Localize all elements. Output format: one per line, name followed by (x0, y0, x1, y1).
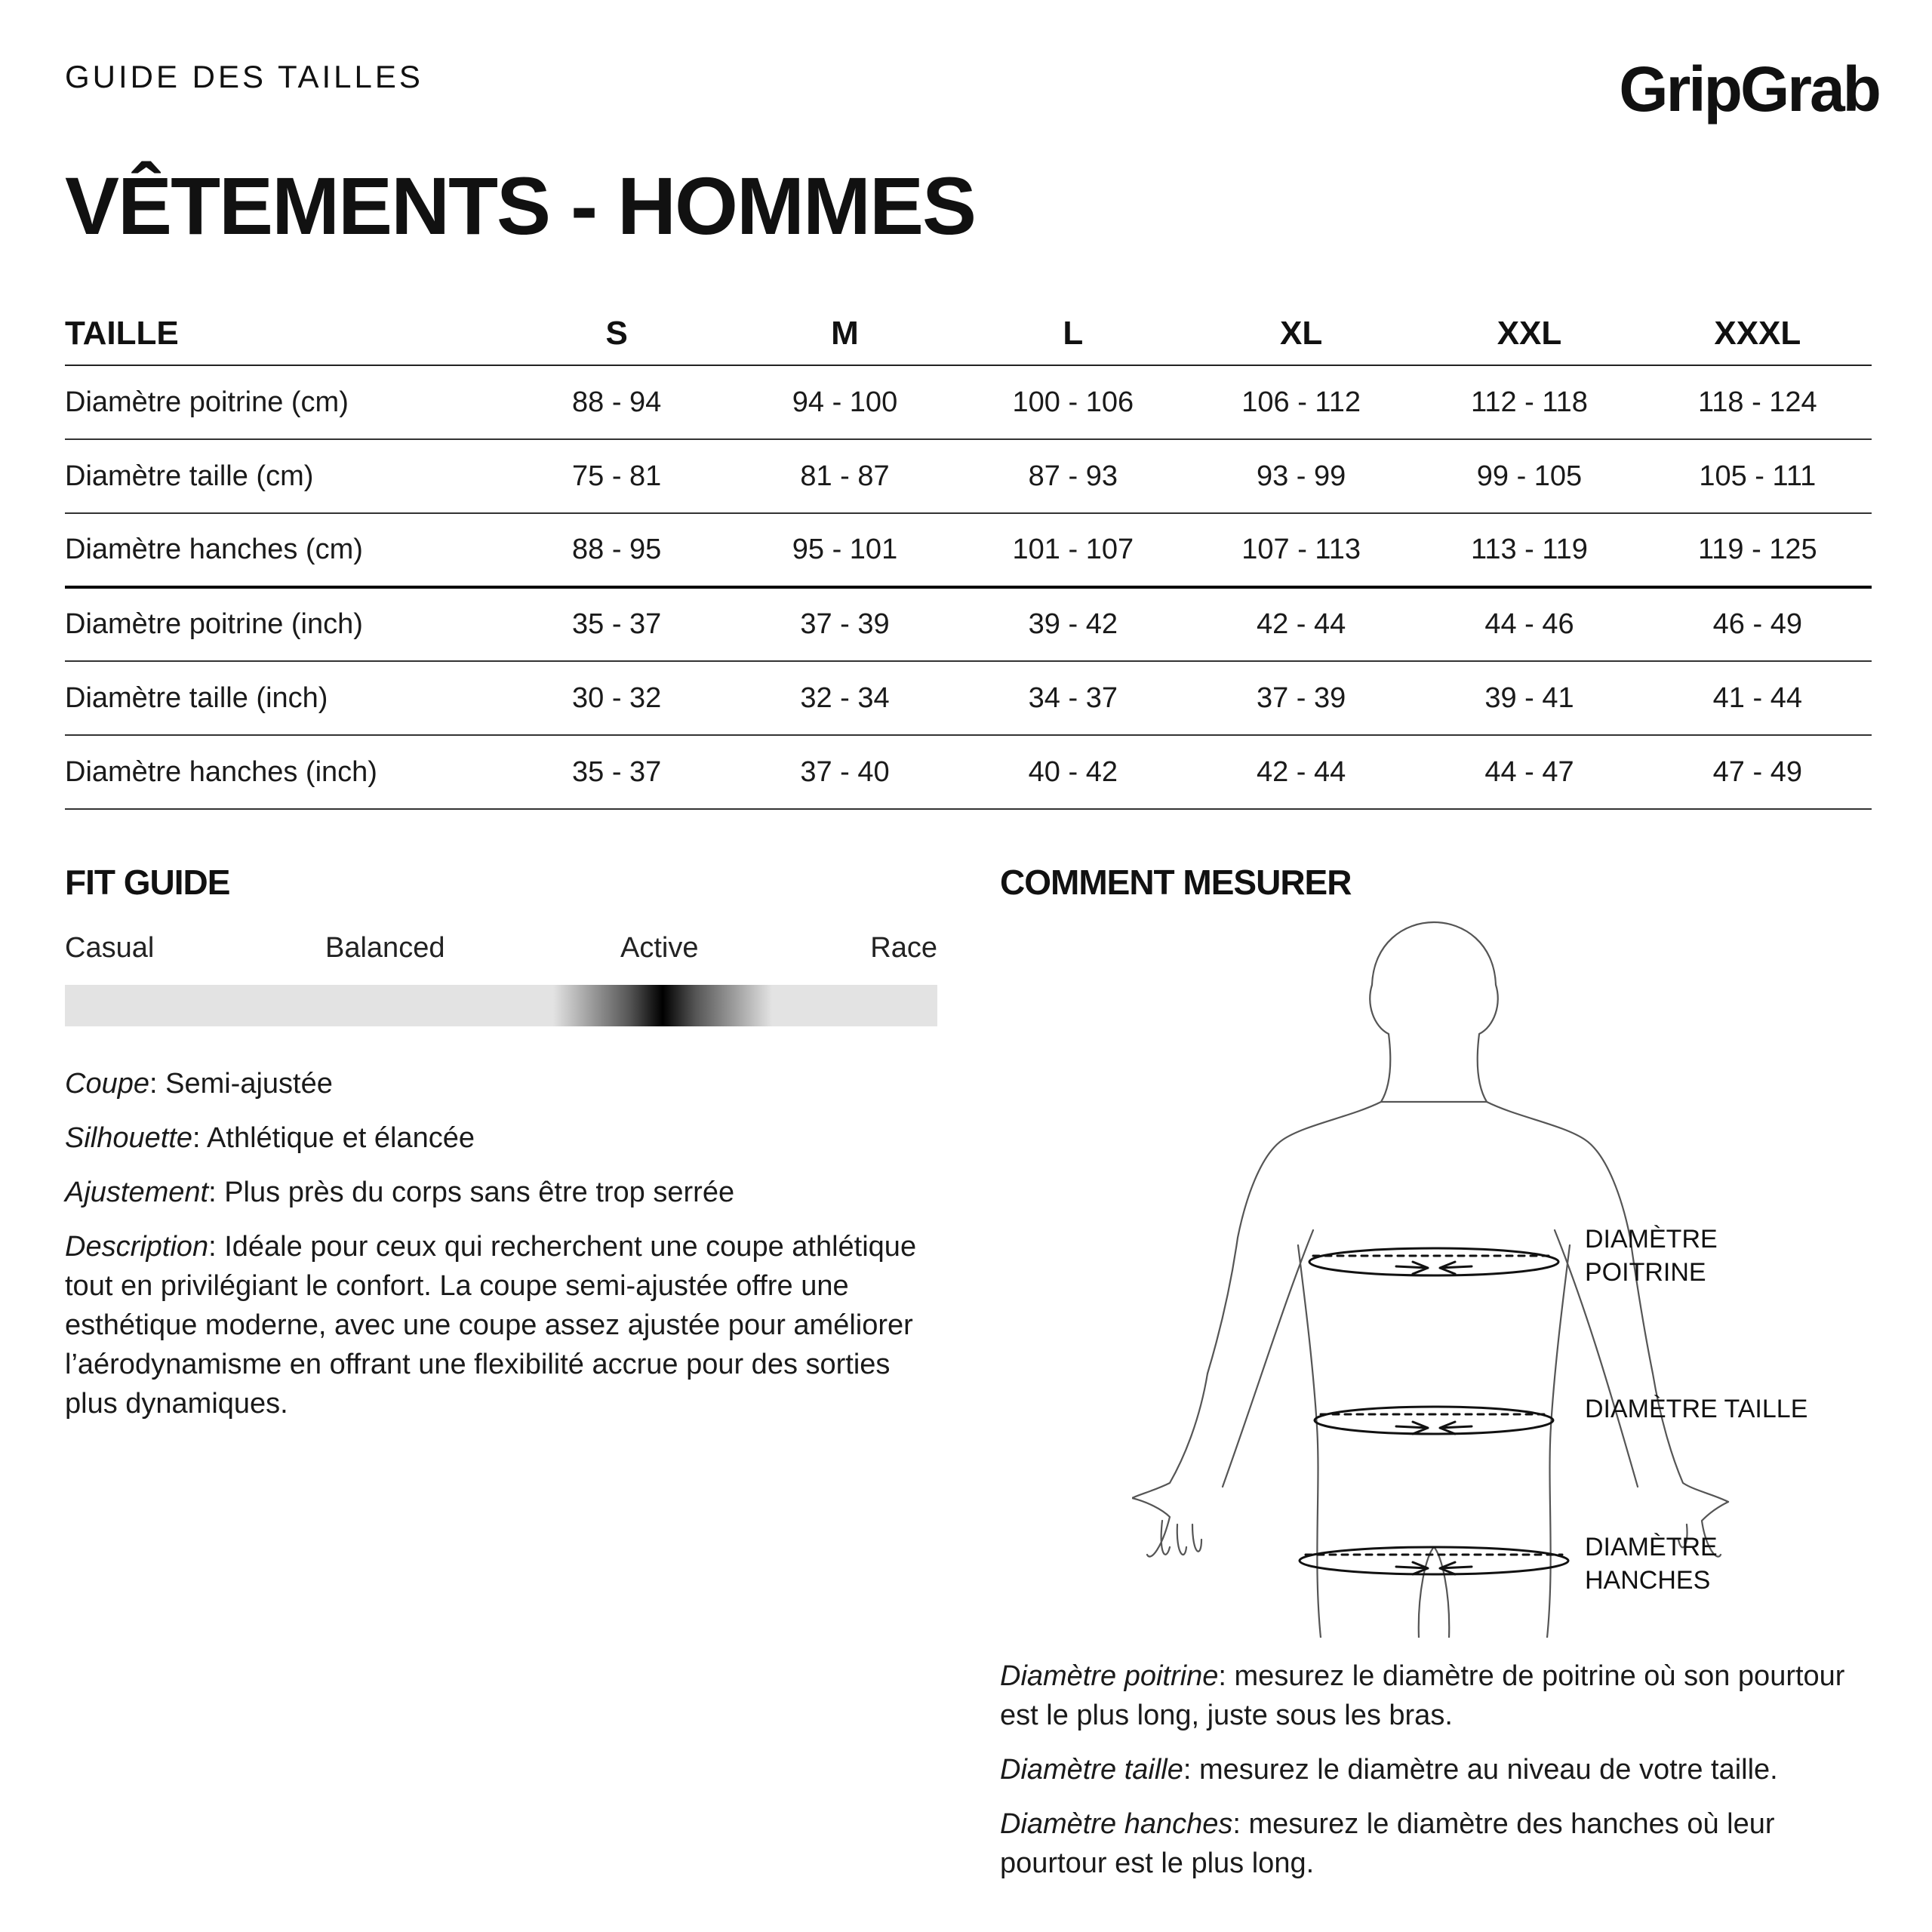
table-cell: 42 - 44 (1187, 587, 1415, 661)
table-cell: 87 - 93 (959, 439, 1187, 513)
label-hips (1585, 1531, 1718, 1597)
table-cell: 93 - 99 (1187, 439, 1415, 513)
measure-detail-waist (1000, 1750, 1875, 1789)
body-left-side (1298, 1245, 1321, 1638)
chest-arrow-right (1440, 1262, 1472, 1274)
row-label: Diamètre poitrine (inch) (65, 587, 503, 661)
table-cell: 47 - 49 (1644, 735, 1872, 809)
measure-term: Diamètre taille (1000, 1754, 1183, 1786)
torso-outline-right (1487, 1102, 1728, 1502)
chest-measure-loop (1309, 1248, 1558, 1275)
table-header-row (65, 302, 1872, 365)
how-to-measure-title: COMMENT MESURER (1000, 863, 1352, 902)
row-label: Diamètre taille (cm) (65, 439, 503, 513)
table-cell: 113 - 119 (1415, 513, 1643, 587)
table-cell: 112 - 118 (1415, 365, 1643, 439)
fit-detail-ajustement (65, 1173, 948, 1212)
table-cell: 119 - 125 (1644, 513, 1872, 587)
table-row (65, 513, 1872, 587)
waist-arrow-right (1440, 1422, 1472, 1434)
row-label: Diamètre hanches (inch) (65, 735, 503, 809)
table-cell: 88 - 95 (503, 513, 731, 587)
row-label: Diamètre hanches (cm) (65, 513, 503, 587)
row-label: Diamètre poitrine (cm) (65, 365, 503, 439)
measure-desc: : mesurez le diamètre au niveau de votre taille. (1183, 1754, 1778, 1786)
table-cell: 46 - 49 (1644, 587, 1872, 661)
fit-scale-label-active: Active (620, 932, 699, 964)
column-header-label: TAILLE (65, 302, 503, 365)
label-waist-text: DIAMÈTRE TAILLE (1585, 1395, 1808, 1423)
table-cell: 44 - 46 (1415, 587, 1643, 661)
fit-term: Ajustement (65, 1177, 209, 1208)
hips-arrow-left (1396, 1562, 1428, 1574)
fit-scale-label-balanced: Balanced (325, 932, 445, 964)
column-header-size: S (503, 302, 731, 365)
table-cell: 100 - 106 (959, 365, 1187, 439)
table-cell: 81 - 87 (731, 439, 958, 513)
measure-term: Diamètre poitrine (1000, 1660, 1219, 1692)
fit-scale (65, 932, 937, 970)
column-header-size: XXL (1415, 302, 1643, 365)
brand-logo: GripGrab (1619, 54, 1879, 125)
table-row (65, 365, 1872, 439)
table-cell: 95 - 101 (731, 513, 958, 587)
chest-arrow-left (1396, 1262, 1428, 1274)
table-row (65, 587, 1872, 661)
fit-desc: : Plus près du corps sans être trop serrée (208, 1177, 735, 1208)
hips-measure-loop (1300, 1547, 1568, 1574)
table-cell: 35 - 37 (503, 587, 731, 661)
row-label: Diamètre taille (inch) (65, 661, 503, 735)
table-row (65, 439, 1872, 513)
table-cell: 41 - 44 (1644, 661, 1872, 735)
measure-detail-hips (1000, 1804, 1875, 1883)
measure-desc: : mesurez le diamètre des hanches où leur pourtour est le plus long. (1000, 1808, 1775, 1879)
label-hips-line1: DIAMÈTRE (1585, 1533, 1718, 1561)
table-cell: 44 - 47 (1415, 735, 1643, 809)
table-cell: 88 - 94 (503, 365, 731, 439)
arm-left-inner (1223, 1230, 1313, 1487)
table-cell: 99 - 105 (1415, 439, 1643, 513)
fit-level-bar (65, 985, 937, 1026)
table-cell: 35 - 37 (503, 735, 731, 809)
label-chest (1585, 1223, 1718, 1289)
table-cell: 75 - 81 (503, 439, 731, 513)
fit-detail-silhouette (65, 1118, 948, 1158)
fit-desc: : Athlétique et élancée (192, 1122, 475, 1154)
torso-outline (1132, 1102, 1381, 1498)
table-cell: 30 - 32 (503, 661, 731, 735)
table-cell: 94 - 100 (731, 365, 958, 439)
table-cell: 39 - 41 (1415, 661, 1643, 735)
table-cell: 37 - 39 (1187, 661, 1415, 735)
hips-arrow-right (1440, 1562, 1472, 1574)
fit-detail-description (65, 1227, 948, 1423)
fit-guide-details (65, 1064, 948, 1438)
crotch-outline (1419, 1547, 1449, 1638)
fit-scale-label-casual: Casual (65, 932, 155, 964)
label-waist (1585, 1392, 1807, 1426)
label-chest-line2: POITRINE (1585, 1258, 1706, 1287)
page-title: VÊTEMENTS - HOMMES (65, 160, 976, 251)
fit-guide-title: FIT GUIDE (65, 863, 230, 902)
table-cell: 37 - 39 (731, 587, 958, 661)
table-cell: 42 - 44 (1187, 735, 1415, 809)
table-cell: 34 - 37 (959, 661, 1187, 735)
column-header-size: M (731, 302, 958, 365)
column-header-size: XXXL (1644, 302, 1872, 365)
table-cell: 101 - 107 (959, 513, 1187, 587)
waist-arrow-left (1396, 1422, 1428, 1434)
table-cell: 40 - 42 (959, 735, 1187, 809)
fit-desc: : Semi-ajustée (149, 1068, 333, 1100)
waist-measure-loop (1315, 1407, 1553, 1434)
measure-term: Diamètre hanches (1000, 1808, 1233, 1840)
table-cell: 106 - 112 (1187, 365, 1415, 439)
size-table (65, 302, 1872, 810)
fit-level-marker (553, 985, 772, 1026)
measure-desc: : mesurez le diamètre de poitrine où son pourtour est le plus long, juste sous les bras. (1000, 1660, 1845, 1731)
head-outline (1370, 922, 1498, 1102)
column-header-size: XL (1187, 302, 1415, 365)
table-cell: 37 - 40 (731, 735, 958, 809)
fit-scale-label-race: Race (870, 932, 937, 964)
fit-desc: : Idéale pour ceux qui recherchent une coupe athlétique tout en privilégiant le confort. La coupe semi-ajustée offre une esthétique moderne, avec une coupe assez ajustée pour améliorer l’aérodynamisme en offrant une flexibilité accrue pour des sorties plus dynamiques. (65, 1231, 917, 1420)
table-cell: 107 - 113 (1187, 513, 1415, 587)
column-header-size: L (959, 302, 1187, 365)
table-cell: 105 - 111 (1644, 439, 1872, 513)
left-hand (1132, 1498, 1201, 1557)
page-eyebrow: GUIDE DES TAILLES (65, 59, 423, 94)
table-cell: 118 - 124 (1644, 365, 1872, 439)
table-row (65, 735, 1872, 809)
label-chest-line1: DIAMÈTRE (1585, 1225, 1718, 1254)
fit-term: Coupe (65, 1068, 149, 1100)
fit-detail-coupe (65, 1064, 948, 1103)
how-to-measure-details (1000, 1657, 1875, 1898)
table-cell: 32 - 34 (731, 661, 958, 735)
body-right-side (1547, 1245, 1570, 1638)
fit-term: Description (65, 1231, 209, 1263)
table-row (65, 661, 1872, 735)
label-hips-line2: HANCHES (1585, 1566, 1711, 1595)
table-cell: 39 - 42 (959, 587, 1187, 661)
measure-detail-chest (1000, 1657, 1875, 1735)
fit-term: Silhouette (65, 1122, 193, 1154)
